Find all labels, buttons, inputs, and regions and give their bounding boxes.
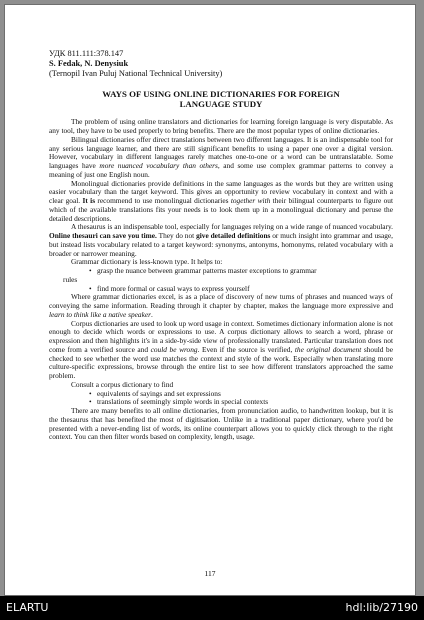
footer-bar: [0, 596, 424, 620]
paragraph-8: Consult a corpus dictionary to find: [71, 379, 174, 389]
paragraph-5: Grammar dictionary is less-known type. It helps to:: [71, 257, 223, 267]
page-number: 117: [204, 569, 216, 578]
title-line-2: LANGUAGE STUDY: [179, 99, 263, 110]
affiliation: (Ternopil Ivan Puluj National Technical University): [49, 69, 223, 79]
list-item: • translations of seemingly simple words in special contexts: [97, 398, 393, 407]
paragraph-7: Corpus dictionaries are used to look up word usage in context. Sometimes dictionary information alone is not enough to decide which words or expressions to use. A corpus dictionary allows to search a word, phrase or expression and then highlights it's in a side-by-side view of professionally translated. Particular translation does not come from a verified source and could be wrong. Even if the source is verified, the original document should be checked to see whether the word use matches the context and style of the work. Especially when translating more culture-specific expressions, browse through the entire list to see how different translators approached the same problem.: [49, 318, 393, 381]
article-meta: [49, 49, 393, 80]
article-body: [49, 118, 393, 442]
authors: S. Fedak, N. Denysiuk: [49, 59, 129, 69]
paragraph-3: Monolingual dictionaries provide definitions in the same languages as the words but they are written using easier vocabulary than the target keyword. This gives an opportunity to review vocabulary in context and with a clear goal. It is recommend to use monolingual dictionaries together with their bilingual counterparts to figure out which of the available translations fits your needs is to look them up in a monolingual dictionary and peruse the detailed descriptions.: [49, 178, 393, 223]
grammar-list: [49, 267, 393, 276]
list-item-continuation: rules: [63, 274, 78, 284]
corpus-list: [49, 390, 393, 408]
udc-code: УДК 811.111:378.147: [49, 49, 124, 58]
article: [49, 49, 393, 442]
document-page: [4, 4, 416, 596]
list-item: • grasp the nuance between grammar patterns master exceptions to grammar: [97, 267, 393, 276]
handle-identifier: hdl:lib/27190: [345, 601, 418, 614]
paragraph-4: A thesaurus is an indispensable tool, especially for languages relying on a wide range of nuanced vocabulary. Online thesauri can save you time. They do not give detailed definitions or much insight into grammar and usage, but instead lists vocabulary related to a target keyword: synonyms, antonyms, homonyms, related vocabulary with a broader or narrower meaning.: [49, 222, 393, 258]
paragraph-9: There are many benefits to all online dictionaries, from pronunciation audio, to handwritten lookup, but it is the thesaurus that has benefited the most of digitisation. Unlike in a traditional paper dictionary, where you'd be presented with a never-ending list of words, its online counterpart allows you to quickly click through to the right context. You can then filter words based on complexity, length, usage.: [49, 406, 393, 442]
paragraph-1: The problem of using online translators and dictionaries for learning foreign language is very disputable. As any tool, they have to be used properly to bring benefits. There are the most popular types of online dictionaries.: [49, 117, 393, 136]
grammar-list-2: [49, 285, 393, 294]
title-line-1: WAYS OF USING ONLINE DICTIONARIES FOR FOREIGN: [102, 88, 340, 99]
repository-name: ELARTU: [6, 601, 49, 614]
list-item: • equivalents of sayings and set expressions: [97, 390, 393, 399]
list-item: • find more formal or casual ways to express yourself: [97, 285, 393, 294]
article-title: [49, 89, 393, 110]
paragraph-6: Where grammar dictionaries excel, is as a place of discovery of new turns of phrases and nuanced ways of conveying the same information. Reading through it chapter by chapter, makes the language more expressive and learn to think like a native speaker.: [49, 292, 393, 319]
paragraph-2: Bilingual dictionaries offer direct translations between two different languages. It is an indispensable tool for any serious language learner, and there are still significant benefits to using a paper one over a digital version. However, vocabulary in different languages rarely matches one-to-one or a word can be untranslatable. Some languages have more nuanced vocabulary than others, and some use complex grammar patterns to convey a meaning of just one English noun.: [49, 134, 393, 179]
